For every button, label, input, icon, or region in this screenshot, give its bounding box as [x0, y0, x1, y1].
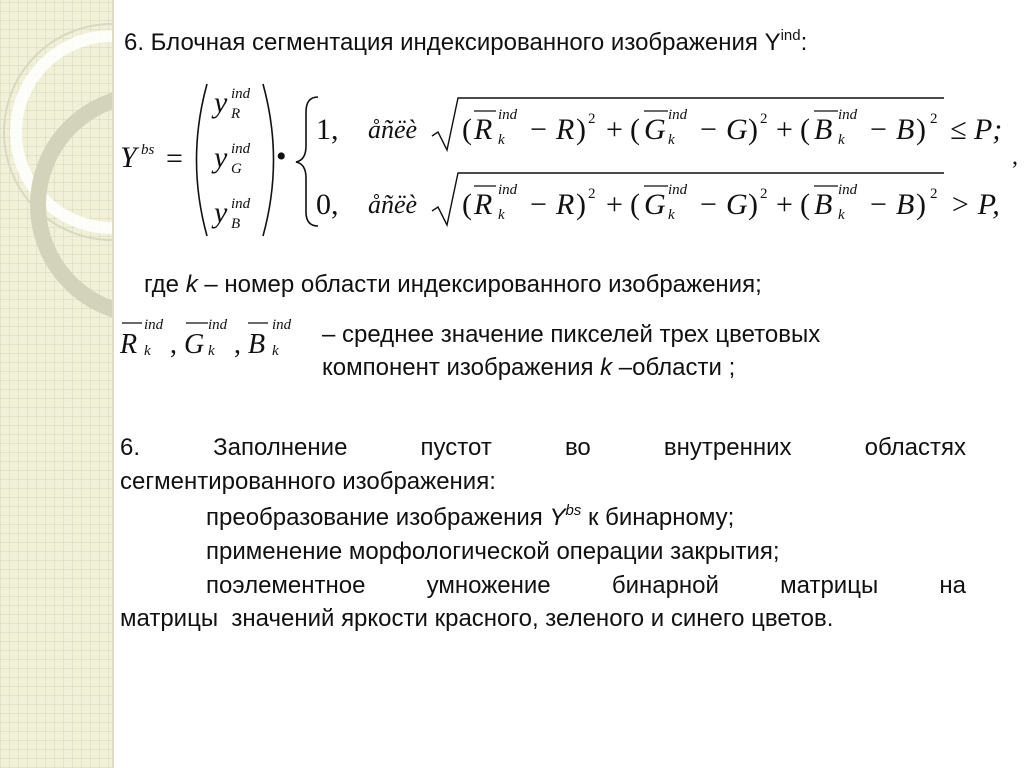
case1-g-bar: G: [644, 113, 666, 146]
mean-r-sub: k: [144, 343, 151, 359]
case1-g: G: [726, 113, 748, 146]
vector-y-r: y: [214, 86, 228, 119]
segmentation-formula: [0, 0, 1024, 260]
formula-lhs: [120, 143, 137, 173]
case1-rparen-b: ): [916, 113, 926, 146]
section2-word: 6.: [120, 434, 141, 461]
vector-y-b: y: [214, 196, 228, 229]
case1-b-bar: B: [814, 113, 833, 146]
case2-lparen-r: (: [462, 188, 472, 221]
item3-word: бинарной: [611, 572, 719, 599]
case1-r-sub: k: [498, 132, 505, 148]
case1-minus-b: −: [870, 113, 887, 146]
case1-plus-b: +: [776, 113, 793, 146]
case2-minus-g: −: [700, 188, 717, 221]
case2-sq-r: 2: [588, 186, 596, 202]
lhs-superscript: bs: [141, 142, 155, 158]
section2-item3-line1: [206, 571, 966, 601]
mean-sep-2: ,: [234, 329, 241, 360]
case1-r: R: [556, 113, 575, 146]
section2-word: областях: [864, 434, 966, 461]
section2-word: Заполнение: [213, 434, 348, 461]
mean-b: B: [248, 329, 266, 360]
section2-item1: [206, 503, 734, 533]
mean-r: R: [120, 329, 138, 360]
item1-sup: bs: [565, 502, 582, 519]
case2-b-sup: ind: [838, 182, 858, 198]
case1-plus-g: +: [606, 113, 623, 146]
section2-word: внутренних: [663, 434, 792, 461]
case1-minus-r: −: [530, 113, 547, 146]
case2-b-bar: B: [814, 188, 833, 221]
vector-sub-g: G: [231, 161, 242, 177]
case2-sq-b: 2: [930, 186, 938, 202]
case2-g-sub: k: [668, 207, 675, 223]
vector-y-g: y: [214, 141, 228, 174]
case1-word: åñëè: [368, 115, 418, 144]
vector-sub-b: B: [231, 216, 241, 232]
case2-sq-g: 2: [760, 186, 768, 202]
case1-sq-b: 2: [930, 111, 938, 127]
vector-sup-b: ind: [231, 196, 251, 212]
case1-value: 1,: [316, 113, 339, 146]
case1-rparen-r: ): [576, 113, 586, 146]
section2-line1: [120, 433, 966, 463]
definition-k: [144, 270, 762, 300]
section2-item2: применение морфологической операции закрытия;: [206, 538, 780, 565]
case1-b-sub: k: [838, 132, 845, 148]
formula-comma: ,: [1012, 144, 1018, 170]
case2-r-sub: k: [498, 207, 505, 223]
mean-g-sub: k: [208, 343, 215, 359]
means-description-line2: [322, 353, 735, 383]
case2-rparen-r: ): [576, 188, 586, 221]
case1-g-sub: k: [668, 132, 675, 148]
case1-r-bar: R: [474, 113, 493, 146]
case1-lparen-g: (: [630, 113, 640, 146]
item3-word: умножение: [426, 572, 551, 599]
section2-item3-line2: матрицы значений яркости красного, зеленого и синего цветов.: [120, 605, 834, 632]
case2-value: 0,: [316, 188, 339, 221]
case1-r-sup: ind: [498, 107, 518, 123]
vector-sub-r: R: [231, 106, 241, 122]
case2-plus-b: +: [776, 188, 793, 221]
case1-lparen-b: (: [800, 113, 810, 146]
item3-word: поэлементное: [206, 572, 366, 599]
case2-rparen-g: ): [748, 188, 758, 221]
case2-lparen-g: (: [630, 188, 640, 221]
definition-k-var: k: [185, 271, 198, 298]
mean-b-sub: k: [272, 343, 279, 359]
definition-k-prefix: где: [144, 271, 186, 298]
case2-g: G: [726, 188, 748, 221]
section2-line2: сегментированного изображения:: [120, 468, 496, 495]
vector-sup-g: ind: [231, 141, 251, 157]
vector-sup-r: ind: [231, 86, 251, 102]
case2-inequality: > P,: [950, 188, 1000, 221]
means-line2-prefix: компонент изображения: [322, 354, 601, 381]
case1-b-sup: ind: [838, 107, 858, 123]
case1-minus-g: −: [700, 113, 717, 146]
means-line2-suffix: –области ;: [612, 354, 736, 381]
item3-word: матрицы: [780, 572, 879, 599]
case2-r: R: [556, 188, 575, 221]
mean-g-sup: ind: [208, 317, 228, 333]
case2-g-sup: ind: [668, 182, 688, 198]
title-text: 6. Блочная сегментация индексированного изображения Y: [124, 29, 781, 56]
case2-plus-g: +: [606, 188, 623, 221]
item1-suffix: к бинарному;: [581, 504, 735, 531]
case1-lparen-r: (: [462, 113, 472, 146]
case2-rparen-b: ): [916, 188, 926, 221]
case1-sq-g: 2: [760, 111, 768, 127]
section2-word: пустот: [420, 434, 492, 461]
section2-word: во: [564, 434, 591, 461]
item3-word: на: [939, 572, 966, 599]
case1-rparen-g: ): [748, 113, 758, 146]
case1-b: B: [896, 113, 915, 146]
case2-r-sup: ind: [498, 182, 518, 198]
lhs-variable: Y: [120, 141, 137, 174]
equals-sign: =: [166, 142, 183, 175]
case2-word: åñëè: [368, 190, 418, 219]
mean-g: G: [184, 329, 205, 360]
bullet-operator: •: [276, 140, 287, 173]
mean-r-sup: ind: [144, 317, 164, 333]
case2-b-sub: k: [838, 207, 845, 223]
definition-k-text: – номер области индексированного изображения;: [197, 271, 762, 298]
mean-b-sup: ind: [272, 317, 292, 333]
case1-inequality: ≤ P;: [950, 113, 1003, 146]
item1-prefix: преобразование изображения: [206, 504, 550, 531]
case2-lparen-b: (: [800, 188, 810, 221]
means-description-line1: – среднее значение пикселей трех цветовых: [322, 321, 821, 348]
title-superscript: ind: [780, 27, 801, 44]
case2-minus-b: −: [870, 188, 887, 221]
item1-var: Y: [549, 504, 566, 531]
case1-g-sup: ind: [668, 107, 688, 123]
case1-sq-r: 2: [588, 111, 596, 127]
case2-g-bar: G: [644, 188, 666, 221]
case2-r-bar: R: [474, 188, 493, 221]
mean-sep-1: ,: [170, 329, 177, 360]
case2-minus-r: −: [530, 188, 547, 221]
means-line2-k: k: [600, 354, 613, 381]
case2-b: B: [896, 188, 915, 221]
title-colon: :: [800, 29, 808, 56]
